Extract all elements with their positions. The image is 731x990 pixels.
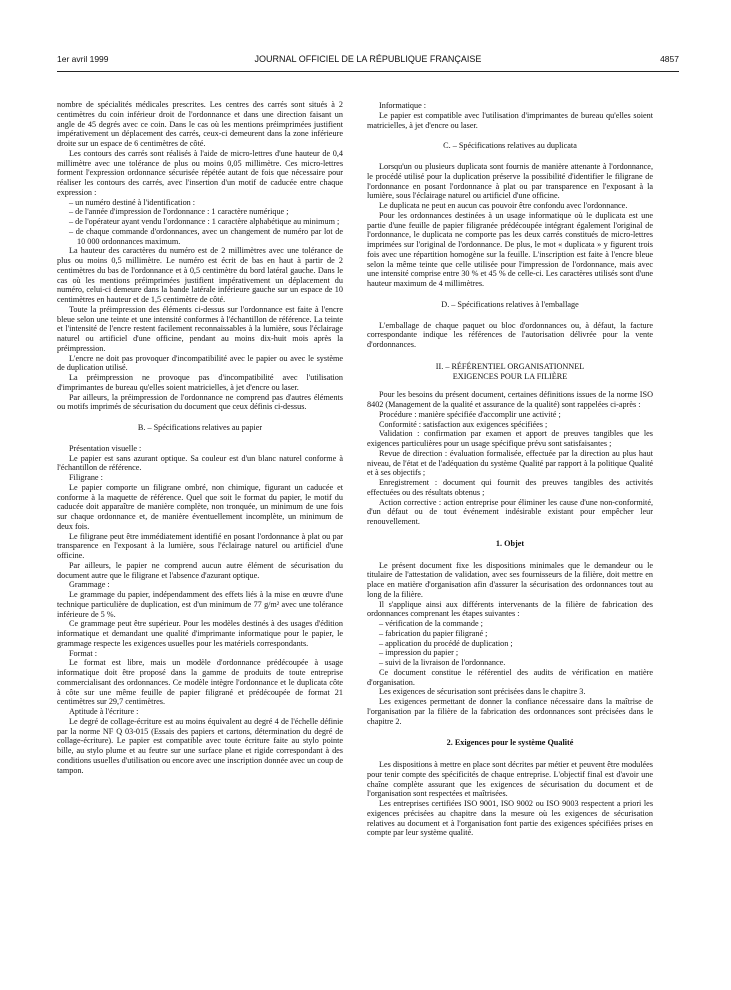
list-item: – application du procédé de duplication ;	[379, 638, 513, 648]
header-title: JOURNAL OFFICIEL DE LA RÉPUBLIQUE FRANÇAISE	[254, 54, 482, 64]
paragraph: Le présent document fixe les dispositions minimales que le demandeur ou le titulaire de l'attestation de validation, avec ses fournisseurs de la filière, doit mettre en place en matière d'organisation afin d'assurer la sécurisation des ordonnances tout au long de la filière.	[367, 560, 653, 599]
definition: Enregistrement : document qui fournit des preuves tangibles des activités effectuées ou des résultats obtenus ;	[367, 478, 653, 497]
paragraph: Le filigrane peut être immédiatement identifié en posant l'ordonnance à plat ou par transparence en l'exposant à la lumière, sous l'éclairage naturel ou artificiel d'une officine.	[57, 531, 343, 560]
paragraph: Pour les besoins du présent document, certaines définitions issues de la norme ISO 8402 (Management de la qualité et assurance de la qualité) sont rappelées ci-après :	[367, 390, 653, 409]
header-page-number: 4857	[660, 54, 679, 64]
part-heading: II. – RÉFÉRENTIEL ORGANISATIONNEL	[435, 361, 585, 371]
subheading: Présentation visuelle :	[69, 443, 142, 453]
left-column	[57, 100, 343, 970]
right-column	[367, 101, 653, 981]
paragraph: Le papier est sans azurant optique. Sa couleur est d'un blanc naturel conforme à l'échantillon de référence.	[57, 453, 343, 473]
list-item: – de l'opérateur ayant vendu l'ordonnance : 1 caractère alphabétique au minimum ;	[69, 217, 340, 226]
paragraph: La préimpression ne provoque pas d'incompatibilité avec l'utilisation d'imprimantes de bureau qu'elles soient matricielles, à jet d'encre ou laser.	[57, 373, 343, 392]
paragraph: Les exigences permettant de donner la confiance nécessaire dans la maîtrise de l'organisation par la filière de la fabrication des ordonnances sont précisées dans le chapitre 2.	[367, 697, 653, 726]
list-item: – un numéro destiné à l'identification :	[69, 197, 196, 207]
paragraph: L'encre ne doit pas provoquer d'incompatibilité avec le papier ou avec le système de duplication utilisé.	[57, 353, 343, 373]
subheading: Informatique :	[379, 101, 427, 110]
definition: Validation : confirmation par examen et apport de preuves tangibles que les exigences particulières pour un usage spécifique prévu sont satisfaisantes ;	[367, 429, 653, 448]
subheading: Format :	[69, 648, 97, 658]
paragraph: Les exigences de sécurisation sont précisées dans le chapitre 3.	[379, 687, 586, 697]
header-date: 1er avril 1999	[57, 54, 109, 64]
paragraph: Ce document constitue le référentiel des audits de vérification en matière d'organisation.	[367, 667, 653, 687]
part-subheading: EXIGENCES POUR LA FILIÈRE	[452, 371, 568, 381]
section-heading: C. – Spécifications relatives au duplicata	[443, 141, 577, 151]
paragraph: Par ailleurs, le papier ne comprend aucun autre élément de sécurisation du document autre que le filigrane et l'absence d'azurant optique.	[57, 560, 343, 580]
section-heading: B. – Spécifications relatives au papier	[137, 423, 263, 432]
paragraph: Le degré de collage-écriture est au moins équivalent au degré 4 de l'échelle définie par la norme NF Q 03-015 (Essais des papiers et cartons, détermination du degré de collage-écriture). Le papier est compatible avec toute écriture faite au stylo pointe bille, au stylo plume et au feutre sur une surface plane et rigide correspondant à des conditions usuelles d'utilisation ou encore avec une inscription donnée avec un coup de tampon.	[57, 716, 343, 775]
header-rule	[57, 71, 679, 72]
definition: Procédure : manière spécifiée d'accomplir une activité ;	[379, 409, 561, 419]
definition: Revue de direction : évaluation formalisée, effectuée par la direction au plus haut niveau, de l'état et de l'adéquation du système Qualité par rapport à la politique Qualité et à ses objectifs ;	[367, 448, 653, 478]
list-item: – de l'année d'impression de l'ordonnance : 1 caractère numérique ;	[69, 207, 289, 217]
definition: Conformité : satisfaction aux exigences spécifiées ;	[379, 419, 548, 429]
subheading: Grammage :	[69, 580, 110, 590]
paragraph: Lorsqu'un ou plusieurs duplicata sont fournis de manière attenante à l'ordonnance, le procédé utilisé pour la duplication préserve la possibilité d'identifier le filigrane de l'ordonnance en posant l'ordonnance à plat ou par transparence en l'exposant à la lumière, sous l'éclairage naturel ou artificiel d'une officine.	[367, 162, 653, 201]
paragraph: Toute la préimpression des éléments ci-dessus sur l'ordonnance est faite à l'encre bleue selon une teinte et une intensité conformes à l'échantillon de référence. La teinte et l'intensité de l'encre restent facilement reconnaissables à la lumière, sous l'éclairage naturel ou artificiel d'une officine, pendant au moins dix-huit mois après la préimpression.	[57, 304, 343, 353]
section-heading: D. – Spécifications relatives à l'emballage	[441, 299, 579, 309]
chapter-heading: 1. Objet	[495, 538, 525, 548]
paragraph: Le papier est compatible avec l'utilisation d'imprimantes de bureau qu'elles soient matricielles, à jet d'encre ou laser.	[367, 110, 653, 130]
definition: Action corrective : action entreprise pour éliminer les cause d'une non-conformité, d'un défaut ou de tout événement indésirable existant pour empêcher leur renouvellement.	[367, 497, 653, 526]
paragraph: L'emballage de chaque paquet ou bloc d'ordonnances ou, à défaut, la facture correspondante indique les références de l'autorisation délivrée pour la vente d'ordonnances.	[367, 320, 653, 349]
list-item: – fabrication du papier filigrané ;	[379, 628, 488, 638]
list-item: – vérification de la commande ;	[379, 619, 483, 628]
paragraph: Les entreprises certifiées ISO 9001, ISO 9002 ou ISO 9003 respectent a priori les exigences précisées au chapitre dans la mesure où les exigences de sécurisation relatives au document et à l'organisation font partie des exigences spécifiées prises en compte par leur système qualité.	[367, 799, 653, 838]
paragraph: La hauteur des caractères du numéro est de 2 millimètres avec une tolérance de plus ou moins 0,5 millimètre. Le numéro est écrit de bas en haut à partir de 2 centimètres du bas de l'ordonnance et à 0,5 centimètre du bord latéral gauche. Dans le cas où les mentions préimprimées justifient impérativement un déplacement du numéro, celui-ci demeure dans la bande latérale inférieure gauche sur un espace de 10 centimètres en hauteur et de 1,5 centimètre de côté.	[57, 246, 343, 304]
list-item: – impression du papier ;	[379, 648, 459, 658]
list-item: – suivi de la livraison de l'ordonnance.	[379, 658, 506, 667]
subheading: Aptitude à l'écriture :	[69, 707, 139, 716]
paragraph: Les dispositions à mettre en place sont décrites par métier et peuvent être modulées pour tenir compte des spécificités de chaque entreprise. L'objectif final est d'avoir une chaîne complète assurant que les exigences de sécurisation du document et de l'organisation sont respectées et maîtrisées.	[367, 760, 653, 799]
paragraph: Le format est libre, mais un modèle d'ordonnance prédécoupée à usage informatique doit être proposé dans la gamme de produits de toute entreprise commercialisant des ordonnances. Ce modèle intègre l'ordonnance et le duplicata côte à côte sur une même feuille de papier filigrané et prédécoupée de format 21 centimètres sur 29,7 centimètres.	[57, 658, 343, 707]
subheading: Filigrane :	[69, 473, 103, 482]
page-header	[57, 54, 679, 68]
list-item: – de chaque commande d'ordonnances, avec un changement de numéro par lot de 10 000 ordonnances maximum.	[69, 226, 343, 246]
paragraph: Les contours des carrés sont réalisés à l'aide de micro-lettres d'une hauteur de 0,4 millimètre avec une tolérance de plus ou moins 0,05 millimètre. Ces micro-lettres forment l'expression ordonnance sécurisée répétée autant de fois que nécessaire pour réaliser les contours des carrés, avec l'insertion d'un motif de caducée entre chaque expression :	[57, 148, 343, 197]
paragraph: Ce grammage peut être supérieur. Pour les modèles destinés à des usages d'édition informatique et demandant une qualité d'imprimante informatique pour le papier, le grammage respecte les exigences usuelles pour les matériels correspondants.	[57, 619, 343, 648]
paragraph: Pour les ordonnances destinées à un usage informatique où le duplicata est une partie d'une feuille de papier filigranée prédécoupée intégrant également l'original de l'ordonnance, le duplicata ne comporte pas les deux carrés constitués de micro-lettres imprimées sur l'original de l'ordonnance. De plus, le mot « duplicata » y figurent trois fois avec une répartition homogène sur la feuille. L'inscription est faite à l'encre bleue selon la même teinte que celle utilisée pour l'impression de l'ordonnance, mais avec une intensité comprise entre 30 % et 45 % de celle-ci. Les caractères utilisés sont d'une hauteur maximum de 4 millimètres.	[367, 210, 653, 288]
paragraph: nombre de spécialités médicales prescrites. Les centres des carrés sont situés à 2 centimètres du coin inférieur droit de l'ordonnance et dans une direction faisant un angle de 45 degrés avec ce coin. Dans le cas où les mentions préimprimées justifient impérativement un déplacement des carrés, ceux-ci demeurent dans la zone inférieure droite sur un espace de 6 centimètres de côté.	[57, 100, 343, 148]
paragraph: Le duplicata ne peut en aucun cas pouvoir être confondu avec l'ordonnance.	[379, 201, 628, 210]
paragraph: Par ailleurs, la préimpression de l'ordonnance ne comprend pas d'autres éléments ou motifs imprimés de sécurisation du document que ceux définis ci-dessus.	[57, 392, 343, 412]
chapter-heading: 2. Exigences pour le système Qualité	[446, 738, 574, 748]
paragraph: Il s'applique ainsi aux différents intervenants de la filière de fabrication des ordonnances comprenant les étapes suivantes :	[367, 599, 653, 619]
paragraph: Le grammage du papier, indépendamment des effets liés à la mise en œuvre d'une technique particulière de duplication, est d'un minimum de 77 g/m² avec une tolérance inférieure de 5 %.	[57, 590, 343, 619]
paragraph: Le papier comporte un filigrane ombré, non chimique, figurant un caducée et conforme à la maquette de référence. Quel que soit le format du papier, le motif du caducée doit apparaître de manière complète, non tronquée, un minimum de une fois sur chaque ordonnance et, de manière éventuellement incomplète, un minimum de deux fois.	[57, 482, 343, 531]
